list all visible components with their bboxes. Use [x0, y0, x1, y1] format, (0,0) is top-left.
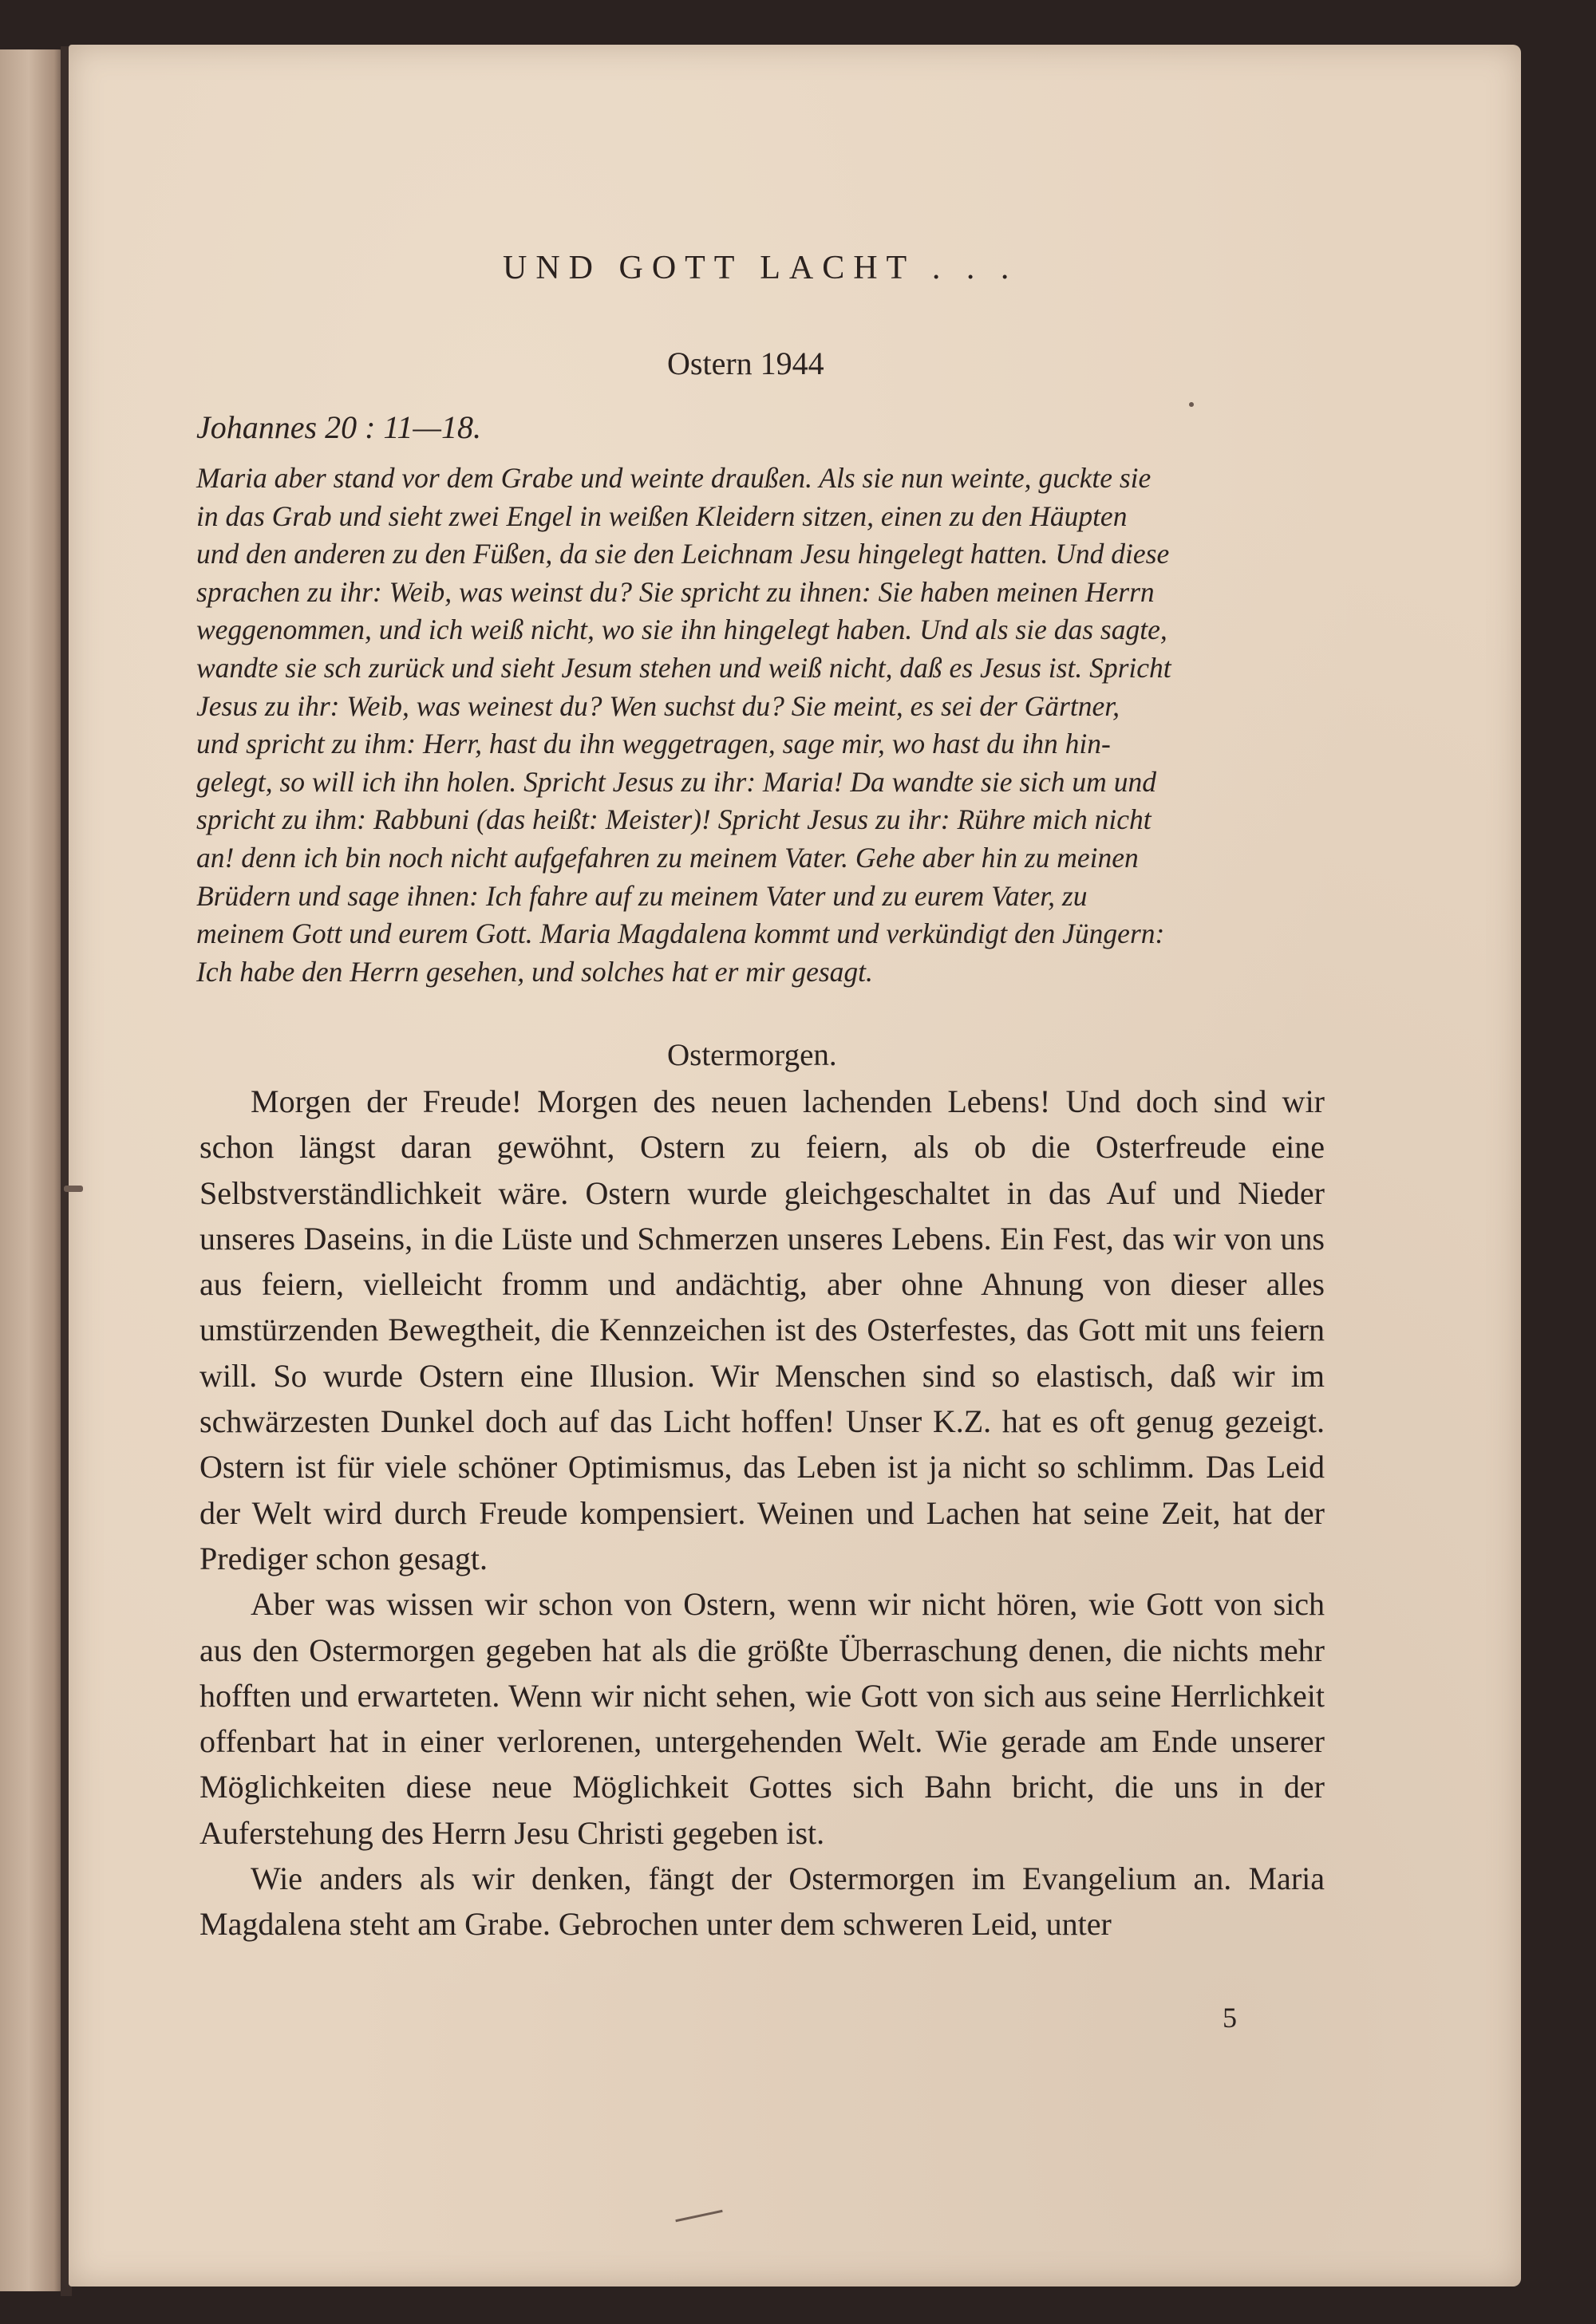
scripture-line: in das Grab und sieht zwei Engel in weißen Kleidern sitzen, einen zu den Häupten: [196, 499, 1128, 532]
scripture-line: Jesus zu ihr: Weib, was weinest du? Wen suchst du? Sie meint, es sei der Gärtner,: [196, 689, 1120, 722]
margin-pencil-mark: [64, 1186, 83, 1192]
scripture-line: weggenommen, und ich weiß nicht, wo sie ihn hingelegt haben. Und als sie das sagte,: [196, 614, 1167, 646]
facing-page-edge: [0, 49, 64, 2291]
scripture-line: und den anderen zu den Füßen, da sie den Leichnam Jesu hingelegt hatten. Und diese: [196, 538, 1170, 570]
paragraph: Aber was wissen wir schon von Ostern, wenn wir nicht hören, wie Gott von sich aus den Ostermorgen gegeben hat als die größte Überraschung denen, die nichts mehr hofften und erwarteten. Wenn wir nicht sehen, wie Gott von sich aus seine Herrlichkeit offenbart hat in einer verlorenen, untergehenden Welt. Wie gerade am Ende unserer Möglichkeiten diese neue Möglichkeit Gottes sich Bahn bricht, die uns in der Auferstehung des Herrn Jesu Christi gegeben ist.: [200, 1586, 1325, 1851]
scripture-line: Ich habe den Herrn gesehen, und solches hat er mir gesagt.: [196, 955, 873, 988]
scripture-quote: [196, 460, 1325, 991]
scripture-line: gelegt, so will ich ihn holen. Spricht Jesus zu ihr: Maria! Da wandte sie sich um und: [196, 765, 1156, 798]
sermon-date: Ostern 1944: [667, 345, 824, 381]
scripture-line: an! denn ich bin noch nicht aufgefahren zu meinem Vater. Gehe aber hin zu meinen: [196, 841, 1139, 874]
scripture-line: wandte sie sch zurück und sieht Jesum stehen und weiß nicht, daß es Jesus ist. Spricht: [196, 651, 1171, 684]
scripture-line: und spricht zu ihm: Herr, hast du ihn weggetragen, sage mir, wo hast du ihn hin-: [196, 728, 1111, 760]
scripture-line: meinem Gott und eurem Gott. Maria Magdalena kommt und verkündigt den Jüngern:: [196, 917, 1165, 950]
sermon-body: [200, 1079, 1325, 1947]
running-title: UND GOTT LACHT . . .: [503, 250, 1018, 286]
scripture-line: Maria aber stand vor dem Grabe und weinte draußen. Als sie nun weinte, guckte sie: [196, 462, 1152, 494]
paragraph: Morgen der Freude! Morgen des neuen lachenden Lebens! Und doch sind wir schon längst daran gewöhnt, Ostern zu feiern, als ob die Osterfreude eine Selbstverständlichkeit wäre. Ostern wurde gleichgeschaltet in das Auf und Nieder unseres Daseins, in die Lüste und Schmerzen unseres Lebens. Ein Fest, das wir von uns aus feiern, vielleicht fromm und andächtig, aber ohne Ahnung von dieser alles umstürzenden Bewegtheit, die Kennzeichen ist des Osterfestes, das Gott mit uns feiern will. So wurde Ostern eine Illusion. Wir Menschen sind so elastisch, daß wir im schwärzesten Dunkel doch auf das Licht hoffen! Unser K.Z. hat es oft genug gezeigt. Ostern ist für viele schöner Optimismus, das Leben ist ja nicht so schlimm. Das Leid der Welt wird durch Freude kompensiert. Weinen und Lachen hat seine Zeit, hat der Prediger schon gesagt.: [200, 1083, 1325, 1576]
scripture-line: Brüdern und sage ihnen: Ich fahre auf zu meinem Vater und zu eurem Vater, zu: [196, 879, 1088, 912]
section-heading: Ostermorgen.: [667, 1038, 837, 1072]
scripture-line: sprachen zu ihr: Weib, was weinst du? Sie spricht zu ihnen: Sie haben meinen Herrn: [196, 575, 1155, 608]
pencil-stroke: [675, 2210, 722, 2222]
page-number: 5: [1223, 2002, 1237, 2034]
paragraph: Wie anders als wir denken, fängt der Ostermorgen im Evangelium an. Maria Magdalena steht am Grabe. Gebrochen unter dem schweren Leid, unter: [200, 1860, 1325, 1943]
page-speck: [1189, 402, 1194, 407]
scripture-reference: Johannes 20 : 11—18.: [196, 409, 481, 445]
scripture-line: spricht zu ihm: Rabbuni (das heißt: Meister)! Spricht Jesus zu ihr: Rühre mich nicht: [196, 803, 1152, 836]
